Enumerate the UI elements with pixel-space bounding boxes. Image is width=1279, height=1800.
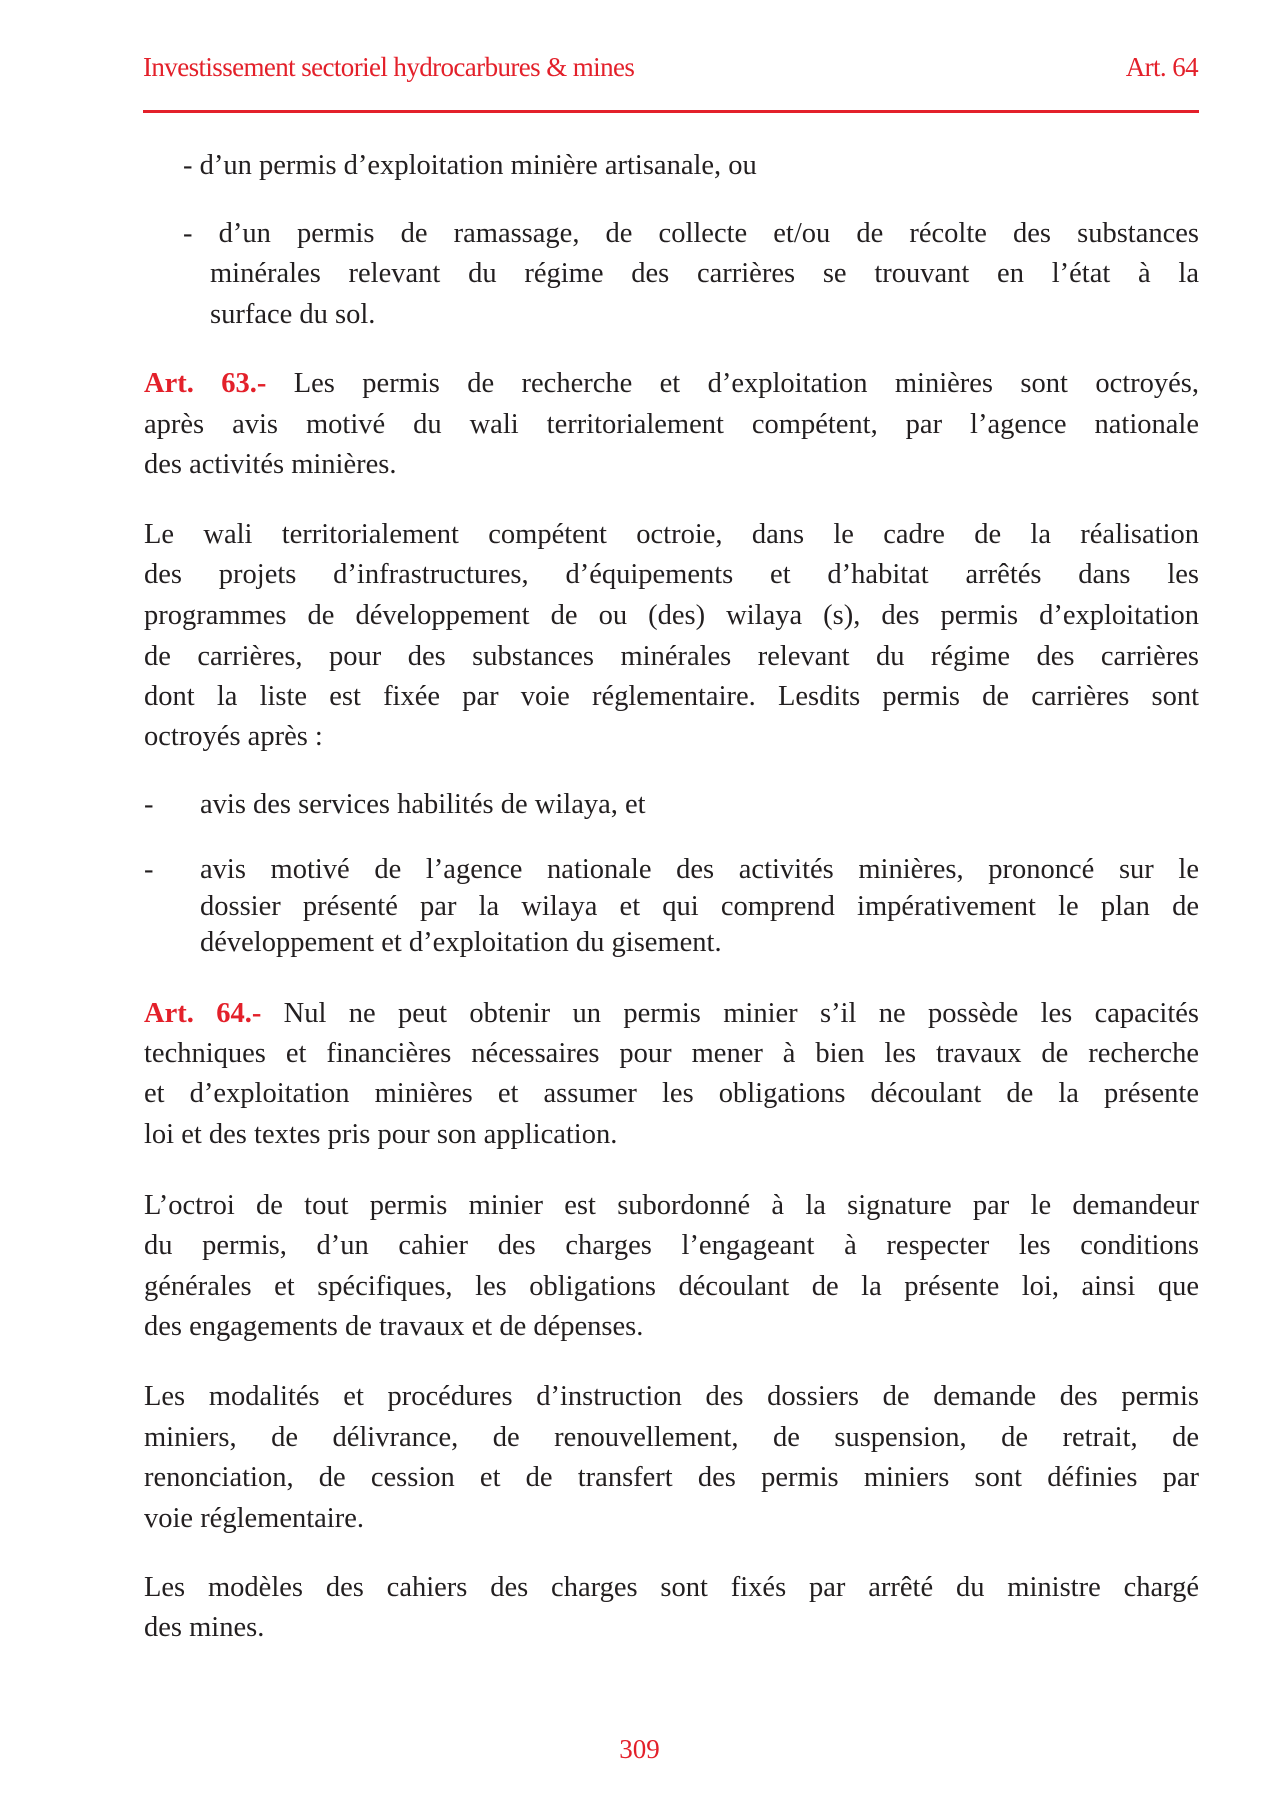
- line-text: générales et spécifiques, les obligations découlant de la présente loi, ainsi que: [144, 1271, 1199, 1302]
- line-text: du permis, d’un cahier des charges l’engageant à respecter les conditions: [144, 1230, 1199, 1261]
- text-line: [144, 518, 1199, 552]
- text-line: [144, 1611, 264, 1645]
- line-text: des activités minières.: [144, 449, 397, 480]
- line-text: des engagements de travaux et de dépenses.: [144, 1311, 644, 1342]
- line-text: renonciation, de cession et de transfert des permis miniers sont définies par: [144, 1462, 1199, 1493]
- text-line: [144, 1077, 1199, 1111]
- running-header-title: Investissement sectoriel hydrocarbures & mines: [143, 52, 635, 82]
- line-text: dossier présenté par la wilaya et qui comprend impérativement le plan de: [200, 891, 1199, 922]
- list-dash: -: [144, 789, 154, 820]
- list-dash: -: [144, 854, 154, 885]
- article-label: Art. 63.-: [144, 368, 267, 399]
- article-label: Art. 64.-: [144, 998, 262, 1029]
- line-text: des projets d’infrastructures, d’équipements et d’habitat arrêtés dans les: [144, 559, 1199, 590]
- line-text: Les modèles des cahiers des charges sont fixés par arrêté du ministre chargé: [144, 1572, 1199, 1603]
- text-line: [210, 298, 375, 332]
- text-line: [210, 257, 1199, 291]
- text-line: [144, 640, 1199, 674]
- page-number: 309: [619, 1734, 660, 1764]
- line-text: de carrières, pour des substances minérales relevant du régime des carrières: [144, 641, 1199, 672]
- line-text: Le wali territorialement compétent octroie, dans le cadre de la réalisation: [144, 519, 1199, 550]
- text-line: [144, 1189, 1199, 1223]
- text-line: [144, 1421, 1199, 1455]
- line-text: techniques et financières nécessaires pour mener à bien les travaux de recherche: [144, 1038, 1199, 1069]
- text-line: [144, 1502, 364, 1536]
- text-line: [144, 720, 323, 754]
- line-text: L’octroi de tout permis minier est subordonné à la signature par le demandeur: [144, 1190, 1199, 1221]
- text-line: [144, 1229, 1199, 1263]
- line-text: - d’un permis d’exploitation minière artisanale, ou: [183, 150, 757, 181]
- text-line: [183, 217, 1199, 251]
- line-text: surface du sol.: [210, 299, 376, 330]
- text-line: [144, 1118, 617, 1152]
- text-line: [144, 1270, 1199, 1304]
- text-line: [144, 1461, 1199, 1495]
- line-text: voie réglementaire.: [144, 1503, 364, 1534]
- text-line: [183, 149, 757, 183]
- text-line: [144, 1037, 1199, 1071]
- text-line: [144, 558, 1199, 592]
- text-line: [200, 890, 1199, 924]
- line-text: développement et d’exploitation du gisement.: [200, 927, 722, 958]
- line-text: dont la liste est fixée par voie réglementaire. Lesdits permis de carrières sont: [144, 681, 1199, 712]
- line-text: octroyés après :: [144, 721, 323, 752]
- line-text: Les modalités et procédures d’instruction des dossiers de demande des permis: [144, 1381, 1199, 1412]
- line-text: Les permis de recherche et d’exploitation minières sont octroyés,: [266, 368, 1199, 399]
- line-text: programmes de développement de ou (des) wilaya (s), des permis d’exploitation: [144, 600, 1199, 631]
- text-line: [144, 1571, 1199, 1605]
- line-text: avis des services habilités de wilaya, et: [200, 789, 646, 820]
- line-text: des mines.: [144, 1612, 265, 1643]
- text-line: [144, 997, 1199, 1031]
- text-line: [144, 367, 1199, 401]
- line-text: Nul ne peut obtenir un permis minier s’il ne possède les capacités: [261, 998, 1199, 1029]
- line-text: avis motivé de l’agence nationale des activités minières, prononcé sur le: [200, 854, 1199, 885]
- running-header-article: Art. 64: [1125, 52, 1198, 82]
- line-text: loi et des textes pris pour son application.: [144, 1119, 618, 1150]
- text-line: [144, 448, 396, 482]
- line-text: et d’exploitation minières et assumer les obligations découlant de la présente: [144, 1078, 1199, 1109]
- text-line: [200, 788, 646, 822]
- text-line: [200, 926, 722, 960]
- line-text: minérales relevant du régime des carrières se trouvant en l’état à la: [210, 258, 1199, 289]
- text-line: [144, 680, 1199, 714]
- text-line: [144, 408, 1199, 442]
- line-text: - d’un permis de ramassage, de collecte et/ou de récolte des substances: [183, 218, 1199, 249]
- text-line: [144, 1380, 1199, 1414]
- header-rule: [143, 110, 1199, 113]
- text-line: [144, 1310, 643, 1344]
- line-text: miniers, de délivrance, de renouvellement, de suspension, de retrait, de: [144, 1422, 1199, 1453]
- line-text: après avis motivé du wali territorialement compétent, par l’agence nationale: [144, 409, 1199, 440]
- text-line: [200, 853, 1199, 887]
- text-line: [144, 599, 1199, 633]
